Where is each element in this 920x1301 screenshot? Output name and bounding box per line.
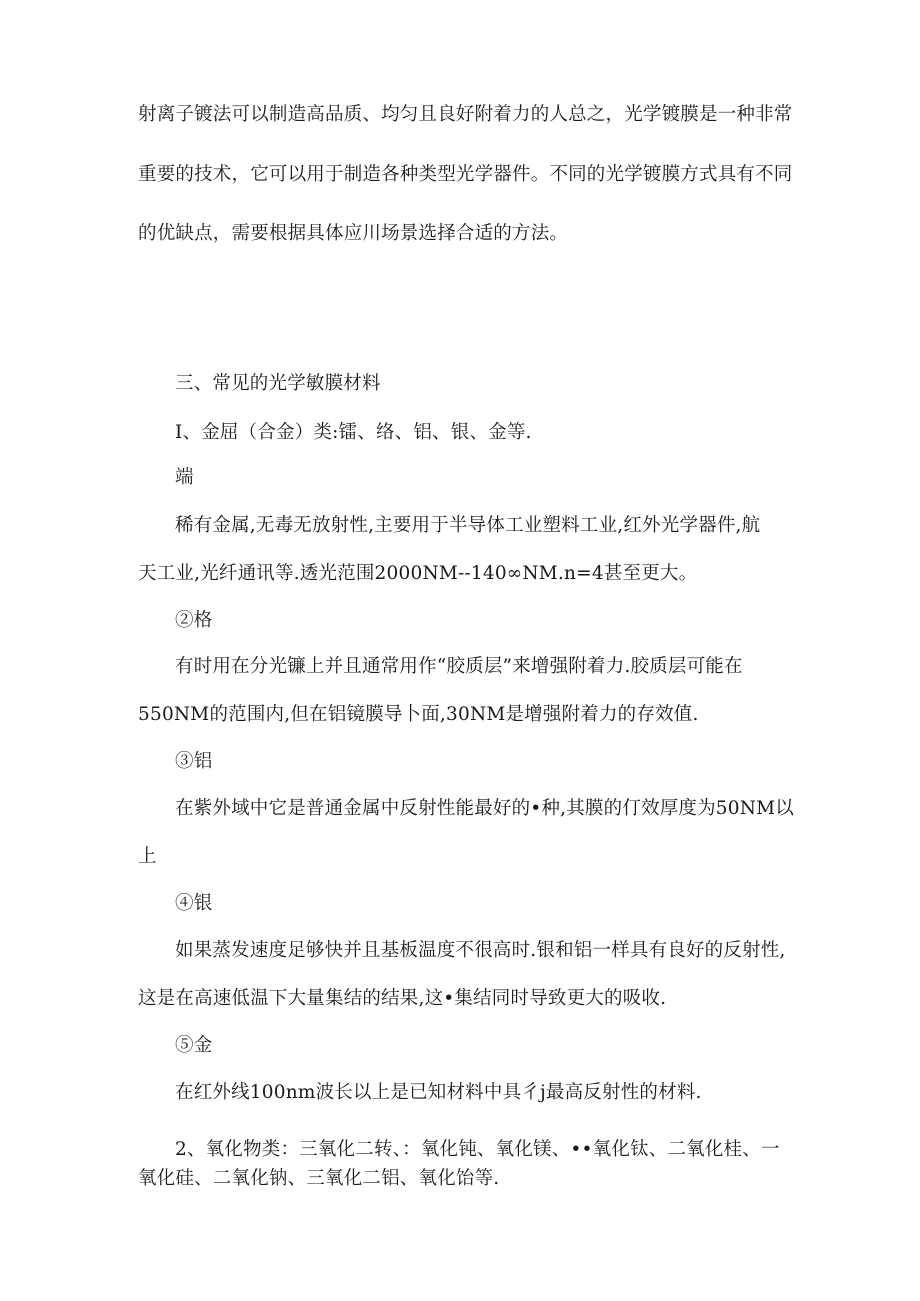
- intro-paragraph-line: 射离子镀法可以制造高品质、均匀且良好附着力的人总之，光学镀膜是一种非常: [138, 104, 793, 125]
- item-title: 端: [175, 467, 194, 488]
- item-text-line: 上: [138, 846, 157, 867]
- subsection-text-line: 氧化硅、二氧化钠、三氧化二铝、氧化饴等.: [138, 1168, 500, 1189]
- item-text-line: 稀有金属,无毒无放射性,主要用于半导体工业塑料工业,红外光学器件,航: [175, 515, 761, 536]
- item-title: ③铝: [175, 751, 213, 772]
- subsection-heading-oxides: 2、氧化物类：三氧化二转、：氧化钝、氧化镁、••氧化钛、二氧化桂、一: [175, 1139, 780, 1160]
- item-title: ②格: [175, 610, 213, 631]
- item-text-line: 550NM的范围内,但在铝镜膜导卜面,30NM是增强附着力的存效值.: [138, 704, 699, 725]
- item-title: ⑤金: [175, 1035, 213, 1056]
- intro-paragraph-line: 重要的技术，它可以用于制造各种类型光学器件。不同的光学镀膜方式具有不同: [138, 164, 793, 185]
- item-text-line: 在紫外域中它是普通金属中反射性能最好的•种,其膜的仃效厚度为50NM以: [175, 798, 794, 819]
- subsection-heading-metals: I、金屈（合金）类:镭、络、铝、银、金等.: [175, 422, 532, 443]
- item-text-line: 有时用在分光镰上并且通常用作“胶质层”来增强附着力.胶质层可能在: [175, 656, 743, 677]
- item-text-line: 天工业,光纤通讯等.透光范围2000NM--140∞NM.n=4甚至更大。: [138, 563, 698, 584]
- item-text-line: 这是在高速低温下大量集结的结果,这•集结同时导致更大的吸收.: [138, 988, 667, 1009]
- item-text-line: 在红外线100nm波长以上是已知材料中具彳j最高反射性的材料.: [175, 1082, 702, 1103]
- item-title: ④银: [175, 893, 213, 914]
- item-text-line: 如果蒸发速度足够快并且基板温度不很高时.银和铝一样具有良好的反射性,: [175, 940, 786, 961]
- intro-paragraph-line: 的优缺点，需要根据具体应川场景选择合适的方法。: [138, 223, 569, 244]
- section-heading: 三、常见的光学敏膜材料: [175, 373, 381, 394]
